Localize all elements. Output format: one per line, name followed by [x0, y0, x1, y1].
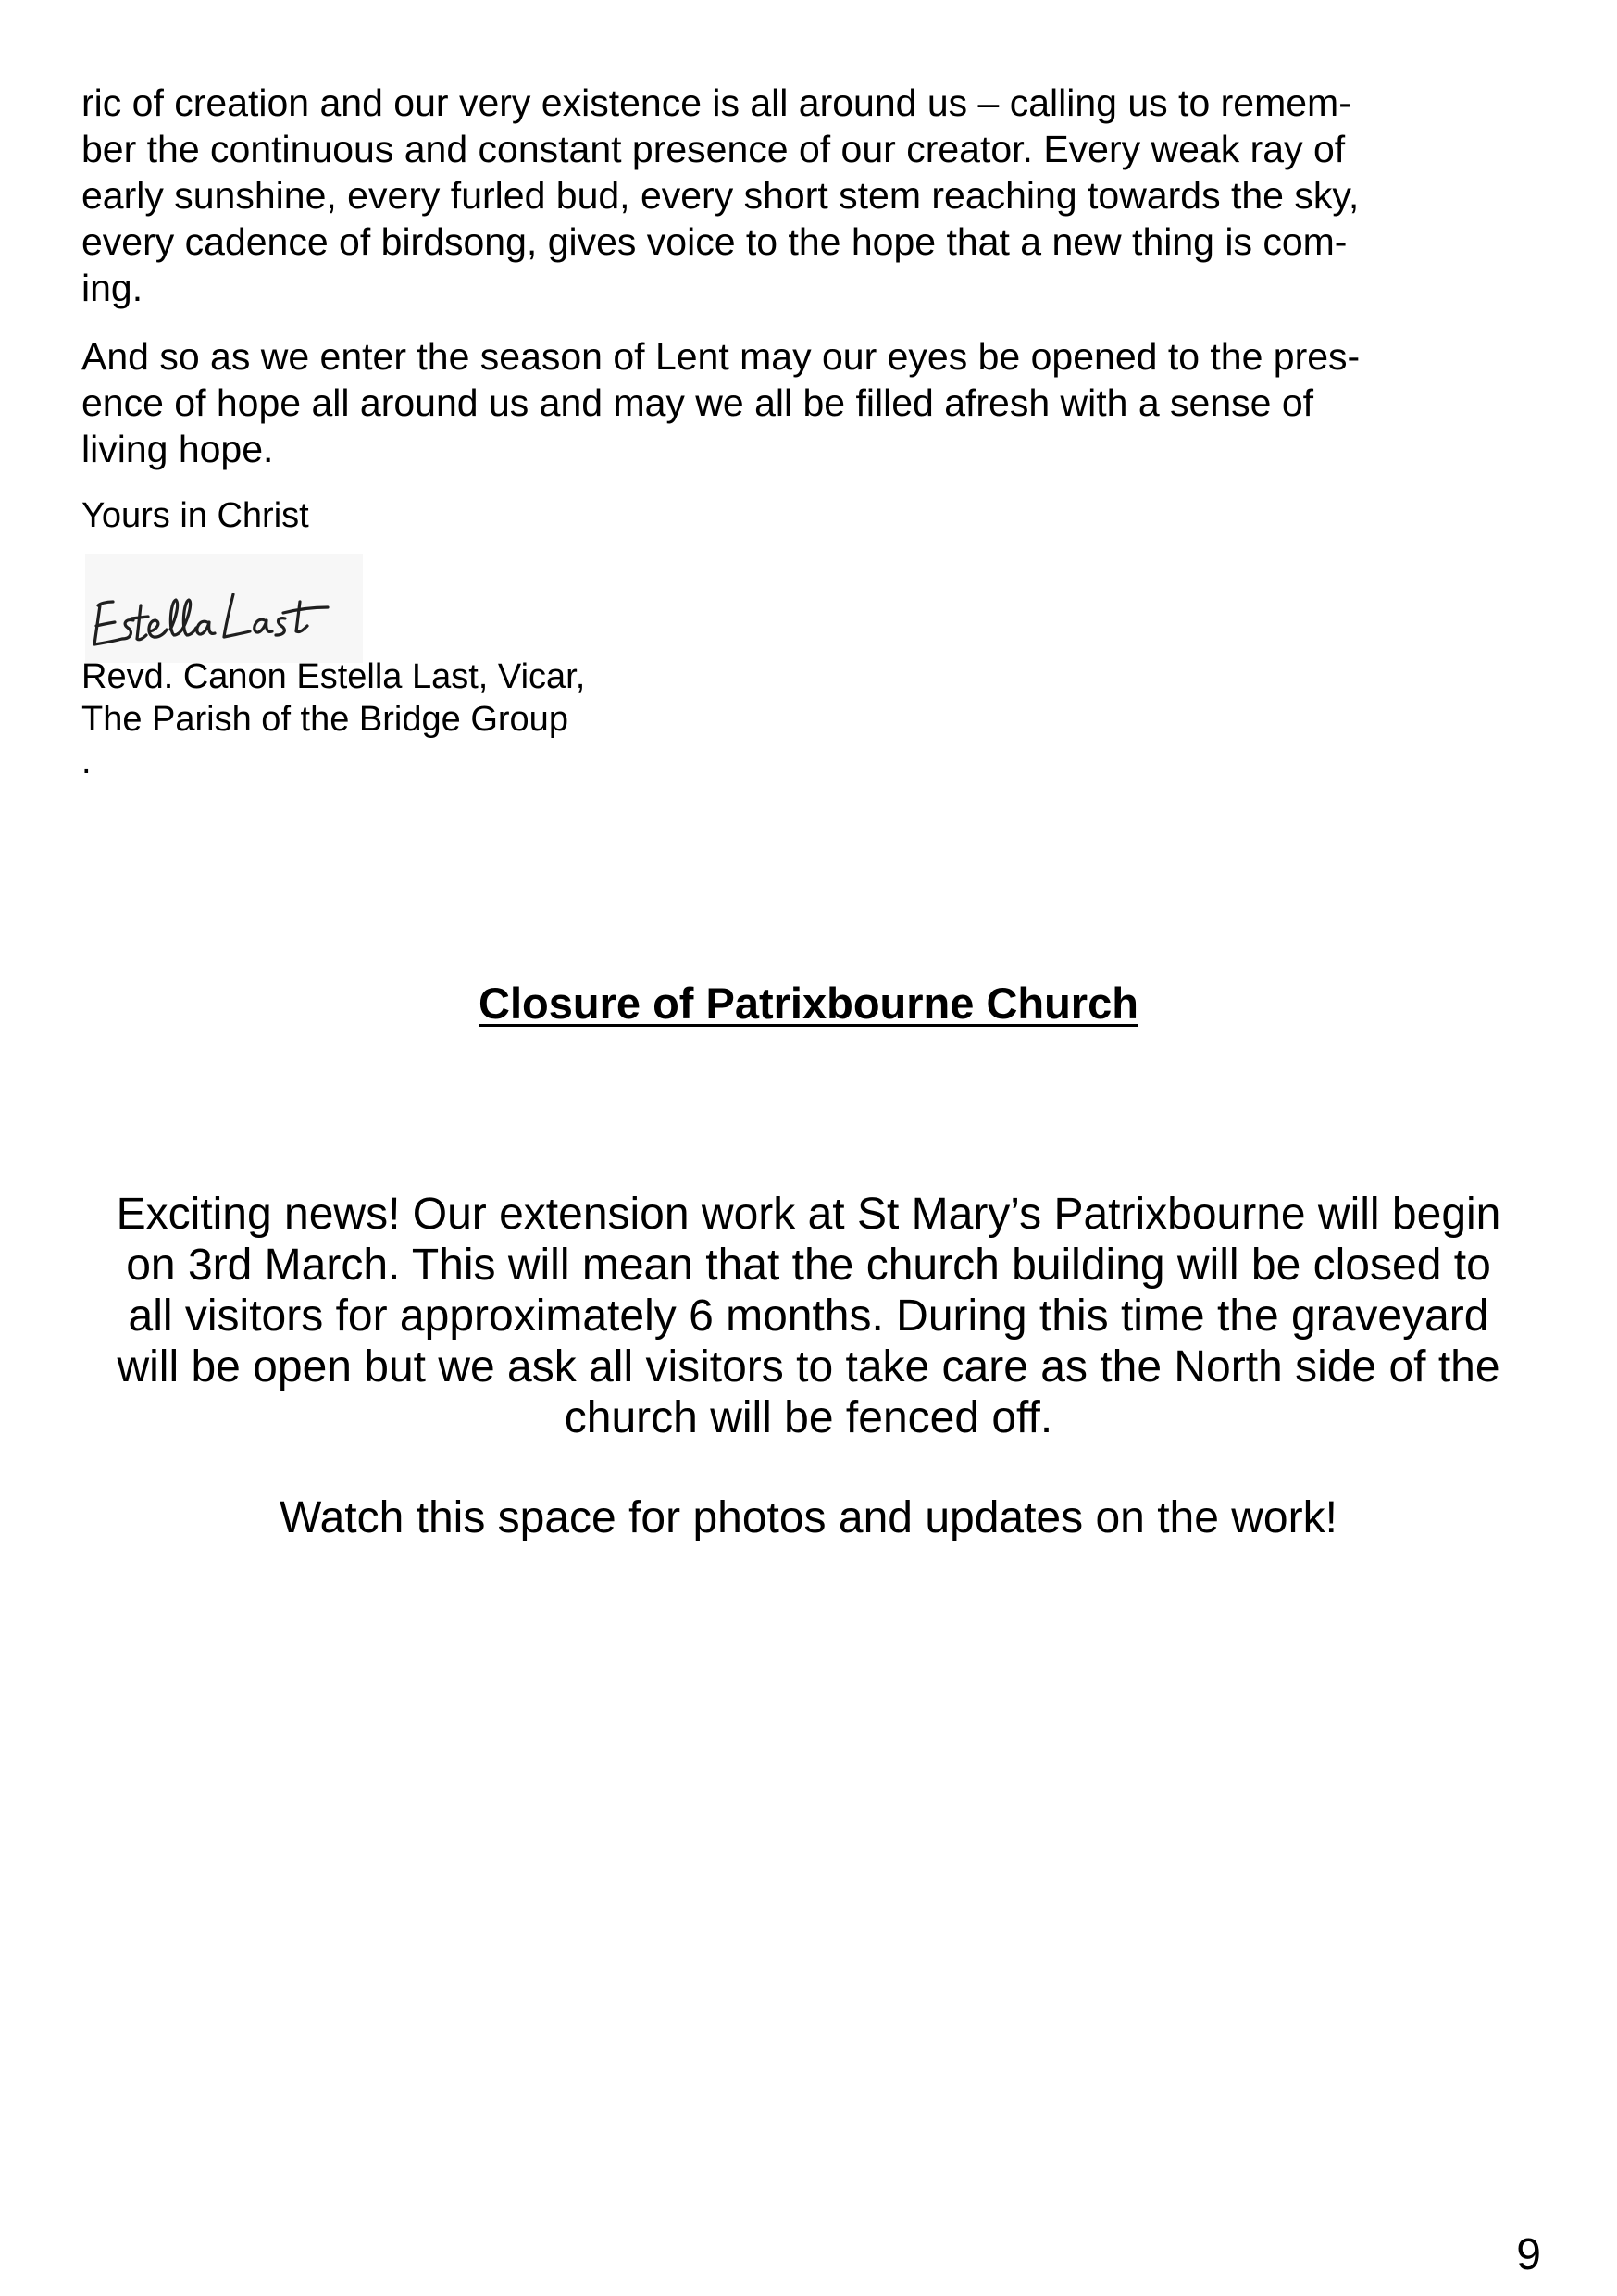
signatory-parish: The Parish of the Bridge Group	[81, 700, 568, 739]
notice-footer-line: Watch this space for photos and updates on the work!	[280, 1493, 1337, 1542]
page-number: 9	[1516, 2230, 1541, 2279]
handwritten-signature	[85, 554, 363, 663]
signature-image	[85, 554, 363, 663]
signatory-title: Revd. Canon Estella Last, Vicar,	[81, 657, 586, 696]
notice-heading: Closure of Patrixbourne Church	[479, 979, 1138, 1028]
trailing-dot: .	[81, 742, 92, 781]
letter-paragraph-1: ric of creation and our very existence is all around us – calling us to remem- ber the continuous and constant presence of our creator. Every weak ray of early sunshine, every furled bud, every short stem reaching towards the sky, every cadence of birdsong, gives voice to the hope that a new thing is com- ing.	[81, 81, 1360, 309]
notice-body: Exciting news! Our extension work at St Mary’s Patrixbourne will begin on 3rd March. This will mean that the church building will be closed to all visitors for approximately 6 months. During this time the graveyard will be open but we ask all visitors to take care as the North side of the church will be fenced off.	[116, 1190, 1501, 1442]
letter-closing: Yours in Christ	[81, 496, 309, 535]
letter-paragraph-2: And so as we enter the season of Lent may our eyes be opened to the pres- ence of hope all around us and may we all be filled afresh with a sense of living hope.	[81, 335, 1361, 470]
